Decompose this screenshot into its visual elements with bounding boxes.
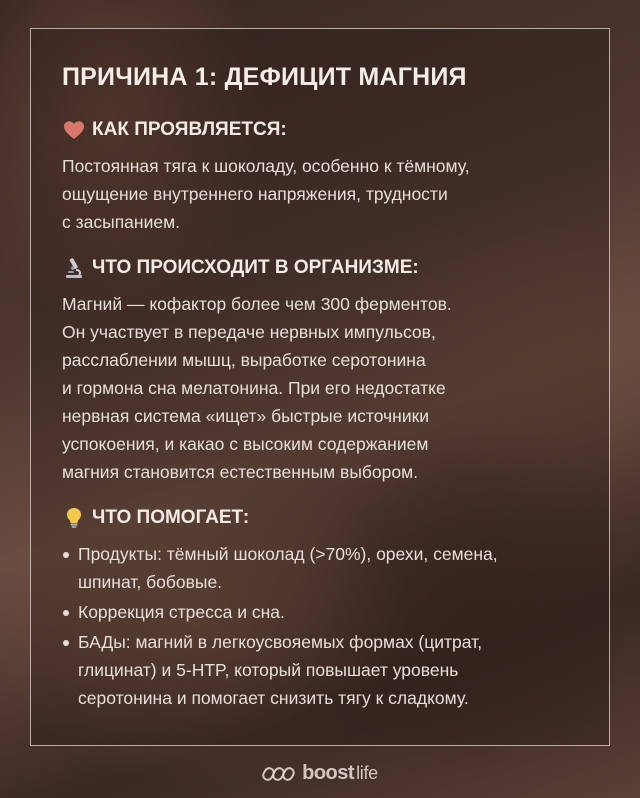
section-heading-text: ЧТО ПОМОГАЕТ: bbox=[92, 507, 250, 528]
lightbulb-icon bbox=[62, 506, 86, 530]
brand-mark-icon bbox=[262, 765, 296, 783]
heart-icon bbox=[62, 118, 86, 142]
brand-name-boost: boost bbox=[302, 762, 355, 784]
section-heading-mechanism bbox=[62, 256, 582, 280]
section-heading-symptoms bbox=[62, 118, 582, 142]
help-list bbox=[62, 540, 582, 712]
page-title: ПРИЧИНА 1: ДЕФИЦИТ МАГНИЯ bbox=[62, 63, 467, 91]
list-item: Продукты: тёмный шоколад (>70%), орехи, семена, шпинат, бобовые. bbox=[62, 540, 582, 596]
section-text-mechanism: Магний — кофактор более чем 300 ферментов. Он участвует в передаче нервных импульсов, расслаблении мышц, выработке серотонина и гормона сна мелатонина. При его недостатке нервная система «ищет» быстрые источники успокоения, и какао с высоким содержанием магния становится естественным выбором. bbox=[62, 294, 452, 482]
section-heading-help bbox=[62, 506, 582, 530]
section-text-symptoms: Постоянная тяга к шоколаду, особенно к тёмному, ощущение внутреннего напряжения, трудности с засыпанием. bbox=[62, 156, 470, 232]
section-heading-text: ЧТО ПРОИСХОДИТ В ОРГАНИЗМЕ: bbox=[92, 257, 419, 278]
list-item: Коррекция стресса и сна. bbox=[62, 598, 582, 626]
section-heading-text: КАК ПРОЯВЛЯЕТСЯ: bbox=[92, 119, 287, 140]
brand-logo bbox=[0, 762, 640, 785]
content bbox=[62, 62, 582, 714]
microscope-icon bbox=[62, 256, 86, 280]
list-item: БАДы: магний в легкоусвояемых формах (цитрат, глицинат) и 5-HTP, который повышает уровень серотонина и помогает снизить тягу к сладкому. bbox=[62, 628, 582, 712]
brand-name-life: life bbox=[356, 763, 378, 783]
